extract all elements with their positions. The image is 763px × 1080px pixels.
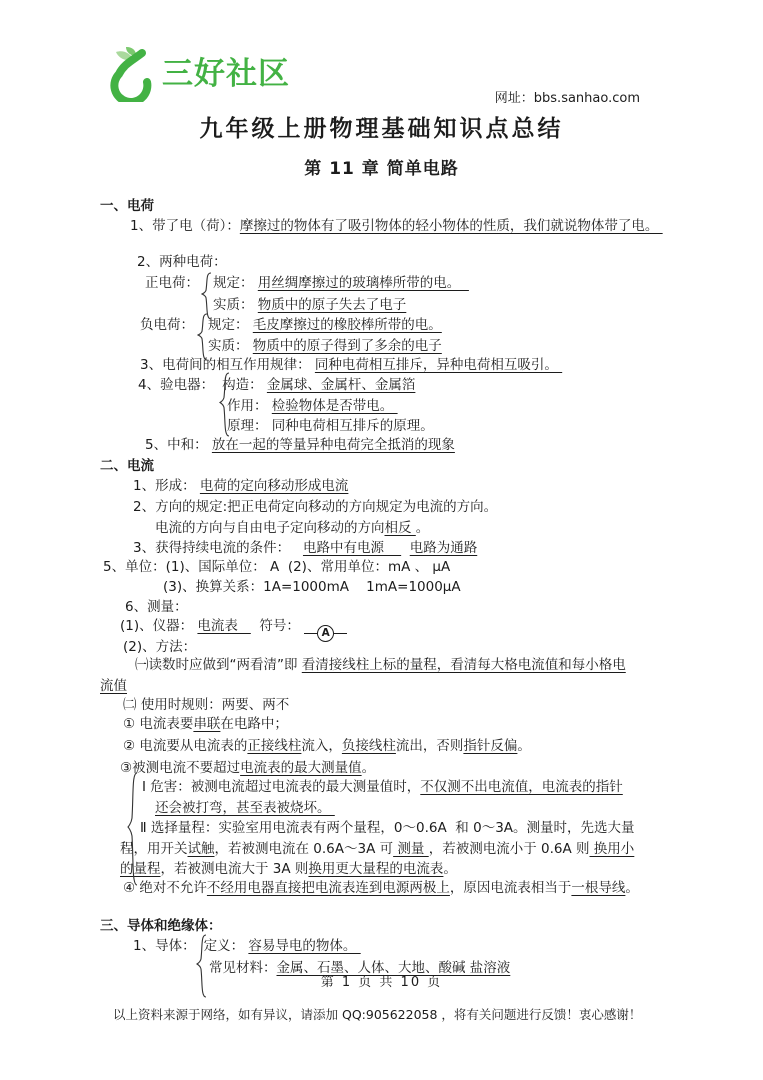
brace-decoration (127, 771, 139, 887)
fill-in-text: 看清接线柱上标的量程，看清每大格电流值和每小格电 (301, 657, 626, 673)
fill-in-text: 电路中有电源 (302, 540, 402, 556)
fill-in-text: 换用小 (589, 841, 635, 857)
static-text: 4、验电器： (138, 377, 215, 393)
doc-line (125, 598, 188, 617)
fill-in-text: 相反 (384, 520, 416, 536)
static-text: ㈠读数时应做到“两看清”即 (135, 657, 302, 673)
doc-line (100, 197, 154, 216)
doc-line (123, 715, 288, 734)
static-text: 作用： (227, 398, 272, 414)
doc-line (227, 397, 398, 416)
fill-in-text: 流值 (100, 678, 127, 694)
doc-line (100, 457, 154, 476)
fill-in-text: 电流表 (197, 618, 251, 634)
doc-line (133, 539, 477, 558)
doc-line (227, 417, 434, 436)
static-text: 规定： (213, 275, 258, 291)
static-text: 2、方向的规定:把正电荷定向移动的方向规定为电流的方向。 (133, 499, 498, 515)
fill-in-text: 同种电荷相互排斥，异种电荷相互吸引。 (314, 357, 563, 373)
static-text: 定义： (203, 938, 249, 954)
fill-in-text: 金属、石墨、人体、大地、酸碱 盐溶液 (276, 960, 511, 976)
fill-in-text: 不经用电器直接把电流表连到电源两极上 (206, 880, 450, 896)
fill-in-text: 物质中的原子得到了多余的电子 (252, 338, 442, 354)
static-text: 正电荷： (145, 275, 199, 291)
sanhao-logo (102, 46, 290, 102)
static-text: 规定： (208, 317, 253, 333)
fill-in-text: 试触 (187, 841, 215, 857)
footer-note: 以上资料来源于网络，如有异议，请添加 QQ:905622058 ，将有关问题进行反馈！衷心感谢！ (113, 1007, 642, 1022)
doc-line (103, 558, 450, 577)
static-text: 电流的方向与自由电子定向移动的方向 (155, 520, 385, 536)
static-text: (2)、方法： (123, 639, 197, 655)
fill-in-text: 物质中的原子失去了电子 (257, 297, 407, 313)
static-text: 。 (443, 861, 457, 877)
doc-line (130, 217, 663, 236)
sanhao-logo-icon (102, 46, 158, 102)
static-text: 3、电荷间的相互作用规律： (140, 357, 315, 373)
wire-line (334, 633, 347, 634)
doc-line (133, 937, 361, 956)
static-text: 符号： (250, 618, 305, 634)
fill-in-text: 指针反偏 (463, 738, 518, 754)
static-text: ④ 绝对不允许 (123, 880, 207, 896)
doc-line (100, 677, 127, 696)
fill-in-text: 还会被打弯，甚至表被烧坏。 (155, 800, 335, 816)
static-text: 6、测量： (125, 599, 188, 615)
static-text: (1)、仪器： (120, 618, 198, 634)
static-text: 。 (361, 760, 376, 776)
static-text: 5、单位：(1)、国际单位： A (2)、常用单位：mA 、 μA (103, 559, 451, 575)
brace-decoration (219, 371, 231, 438)
doc-line (213, 296, 406, 315)
static-text: ③被测电流不要超过 (120, 760, 241, 776)
fill-in-text: 电路为通路 (409, 540, 478, 556)
doc-line (135, 656, 626, 675)
doc-line (123, 638, 196, 657)
fill-in-text: 检验物体是否带电。 (271, 398, 398, 414)
fill-in-text: 不仅测不出电流值，电流表的指针 (420, 779, 623, 795)
static-text: 流入， (301, 738, 342, 754)
static-text: 3、获得持续电流的条件： (133, 540, 303, 556)
static-text: 一、电荷 (100, 198, 154, 214)
static-text: ① 电流表要 (123, 716, 194, 732)
doc-line (133, 477, 348, 496)
brace-decoration (196, 933, 208, 999)
sanhao-logo-text: 三好社区 (162, 55, 290, 92)
fill-in-text: 用丝绸摩擦过的玻璃棒所带的电。 (257, 275, 469, 291)
doc-line (120, 860, 457, 879)
static-text: 负电荷： (140, 317, 194, 333)
doc-line (163, 578, 461, 597)
doc-line (120, 759, 375, 778)
doc-line (123, 737, 531, 756)
fill-in-text: 金属球、金属杆、金属箔 (266, 377, 416, 393)
static-text: 程，用开关 (120, 841, 188, 857)
doc-line (140, 819, 635, 838)
doc-line (155, 799, 335, 818)
fill-in-text: 的量程 (120, 861, 161, 877)
fill-in-text: 一根导线 (571, 880, 626, 896)
static-text: 1、形成： (133, 478, 200, 494)
doc-line (137, 253, 227, 272)
static-text: ，若被测电流在 0.6A～3A 可 (214, 841, 394, 857)
static-text: 实质： (213, 297, 258, 313)
static-text: ㈡ 使用时规则：两要、两不 (123, 697, 290, 713)
static-text: 5、中和： (145, 437, 212, 453)
fill-in-text: 负接线柱 (341, 738, 396, 754)
static-text: ，原因电流表相当于 (449, 880, 572, 896)
page-title: 九年级上册物理基础知识点总结 (199, 116, 564, 142)
wire-line (304, 633, 317, 634)
static-text: 原理： 同种电荷相互排斥的原理。 (227, 418, 434, 434)
doc-line (123, 696, 289, 715)
fill-in-text: 测量 (393, 841, 429, 857)
static-text: 三、导体和绝缘体： (100, 918, 222, 934)
fill-in-text: 容易导电的物体。 (248, 938, 361, 954)
static-text: 2、两种电荷： (137, 254, 227, 270)
doc-line (133, 498, 497, 517)
static-text: ② 电流要从电流表的 (123, 738, 248, 754)
static-text: Ⅰ 危害：被测电流超过电流表的最大测量值时， (142, 779, 421, 795)
static-text: 常见材料： (209, 960, 277, 976)
static-text: ，若被测电流大于 3A 则 (160, 861, 309, 877)
doc-line (138, 376, 415, 395)
fill-in-text: 电荷的定向移动形成电流 (199, 478, 349, 494)
page-indicator: 第 1 页 共 10 页 (320, 975, 443, 990)
static-text: Ⅱ 选择量程：实验室用电流表有两个量程，0～0.6A 和 0～3A。测量时，先选大量 (140, 820, 635, 836)
static-text: 构造： (222, 377, 267, 393)
static-text: (3)、换算关系：1A=1000mA 1mA=1000μA (163, 579, 461, 595)
fill-in-text: 放在一起的等量异种电荷完全抵消的现象 (211, 437, 455, 453)
static-text: 在电路中； (220, 716, 288, 732)
brace-decoration (197, 312, 209, 362)
doc-line (140, 316, 442, 335)
static-text: ，若被测电流小于 0.6A 则 (428, 841, 590, 857)
static-text: 。 (415, 520, 430, 536)
website-url: 网址：bbs.sanhao.com (494, 91, 640, 106)
doc-line (120, 840, 634, 859)
fill-in-text: 摩擦过的物体有了吸引物体的轻小物体的性质，我们就说物体带了电。 (239, 218, 663, 234)
static-text: 实质： (208, 338, 253, 354)
static-text: 流出，否则 (395, 738, 464, 754)
fill-in-text: 串联 (193, 716, 221, 732)
doc-line (155, 519, 429, 538)
static-text: 1、导体： (133, 938, 196, 954)
fill-in-text: 毛皮摩擦过的橡胶棒所带的电。 (252, 317, 442, 333)
doc-line (142, 778, 623, 797)
static-text: 。 (517, 738, 531, 754)
doc-line (145, 436, 455, 455)
chapter-title: 第 11 章 简单电路 (304, 159, 459, 179)
doc-line (145, 274, 469, 293)
doc-line (208, 337, 442, 356)
static-text: 二、电流 (100, 458, 154, 474)
ammeter-symbol (304, 625, 347, 642)
fill-in-text: 正接线柱 (247, 738, 302, 754)
fill-in-text: 电流表的最大测量值 (240, 760, 362, 776)
static-text: 1、带了电（荷）： (130, 218, 240, 234)
static-text: 。 (625, 880, 639, 896)
doc-line (123, 879, 639, 898)
ammeter-circle: A (317, 625, 334, 642)
fill-in-text: 换用更大量程的电流表 (308, 861, 444, 877)
static-text (401, 540, 410, 556)
